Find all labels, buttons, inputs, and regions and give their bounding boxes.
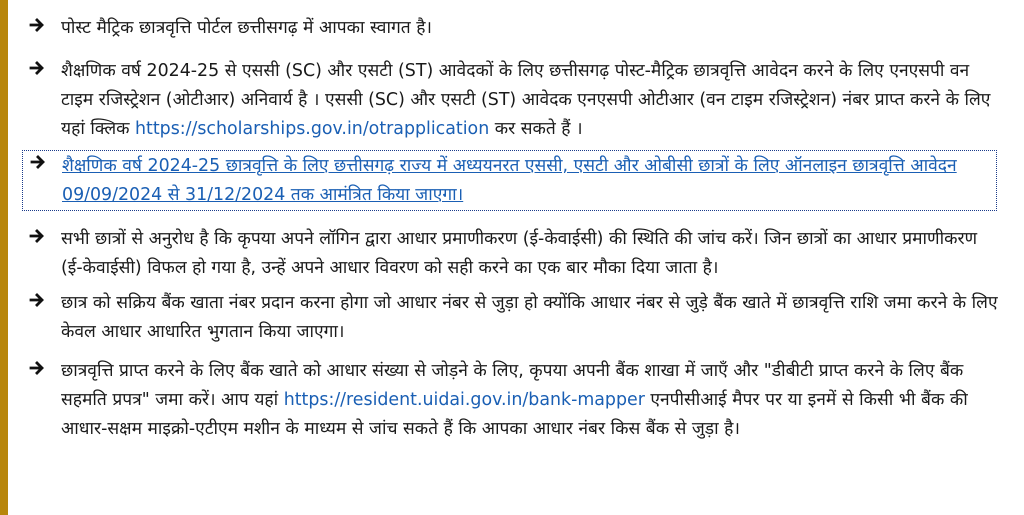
notice-item-otr <box>22 57 997 144</box>
notice-text: शैक्षणिक वर्ष 2024-25 से एससी (SC) और एसटी (ST) आवेदकों के लिए छत्तीसगढ़ पोस्ट-मैट्रिक छात्रवृत्ति आवेदन करने के लिए एनएसपी वन टाइम रजिस्ट्रेशन (ओटीआर) अनिवार्य है । एससी (SC) और एसटी (ST) आवेदक एनएसपी ओटीआर (वन टाइम रजिस्ट्रेशन) नंबर प्राप्त करने के लिए यहां क्लिक https://scholarships.gov.in/otrapplication कर सकते हैं । <box>61 61 991 139</box>
notice-item-aadhaar-seeding <box>22 357 997 444</box>
arrow-right-icon <box>28 59 50 81</box>
accent-bar <box>0 0 8 515</box>
notice-text: छात्र को सक्रिय बैंक खाता नंबर प्रदान करना होगा जो आधार नंबर से जुड़ा हो क्योंकि आधार नंबर से जुड़े बैंक खाते में छात्रवृत्ति राशि जमा करने के लिए केवल आधार आधारित भुगतान किया जाएगा। <box>61 293 998 342</box>
notice-item-welcome <box>22 14 997 43</box>
notice-item-application-dates[interactable] <box>22 150 997 211</box>
notice-text: छात्रवृत्ति प्राप्त करने के लिए बैंक खाते को आधार संख्या से जोड़ने के लिए, कृपया अपनी बैंक शाखा में जाएँ और "डीबीटी प्राप्त करने के लिए बैंक सहमति प्रपत्र" जमा करें। आप यहां https://resident.uidai.gov.in/bank-mapper एनपीसीआई मैपर पर या इनमें से किसी भी बैंक की आधार-सक्षम माइक्रो-एटीएम मशीन के माध्यम से जांच सकते हैं कि आपका आधार नंबर किस बैंक से जुड़ा है। <box>61 361 968 439</box>
otr-application-link[interactable]: https://scholarships.gov.in/otrapplication <box>135 119 490 139</box>
notice-item-ekyc <box>22 225 997 283</box>
bank-mapper-link[interactable]: https://resident.uidai.gov.in/bank-mapper <box>283 390 645 410</box>
notice-item-bank-account <box>22 289 997 347</box>
notice-text: सभी छात्रों से अनुरोध है कि कृपया अपने लॉगिन द्वारा आधार प्रमाणीकरण (ई-केवाईसी) की स्थिति की जांच करें। जिन छात्रों का आधार प्रमाणीकरण (ई-केवाईसी) विफल हो गया है, उन्हें अपने आधार विवरण को सही करने का एक बार मौका दिया जाता है। <box>61 229 978 278</box>
arrow-right-icon <box>28 227 50 249</box>
arrow-right-icon <box>28 359 50 381</box>
arrow-right-icon <box>28 16 50 38</box>
notice-text <box>62 152 1002 210</box>
notice-text: पोस्ट मैट्रिक छात्रवृत्ति पोर्टल छत्तीसगढ़ में आपका स्वागत है। <box>61 18 433 38</box>
application-dates-link[interactable]: शैक्षणिक वर्ष 2024-25 छात्रवृत्ति के लिए छत्तीसगढ़ राज्य में अध्ययनरत एससी, एसटी और ओबीसी छात्रों के लिए ऑनलाइन छात्रवृत्ति आवेदन 09/09/2024 से 31/12/2024 तक आमंत्रित किया जाएगा। <box>62 156 957 205</box>
arrow-right-icon <box>28 291 50 313</box>
arrow-right-icon <box>29 153 51 175</box>
